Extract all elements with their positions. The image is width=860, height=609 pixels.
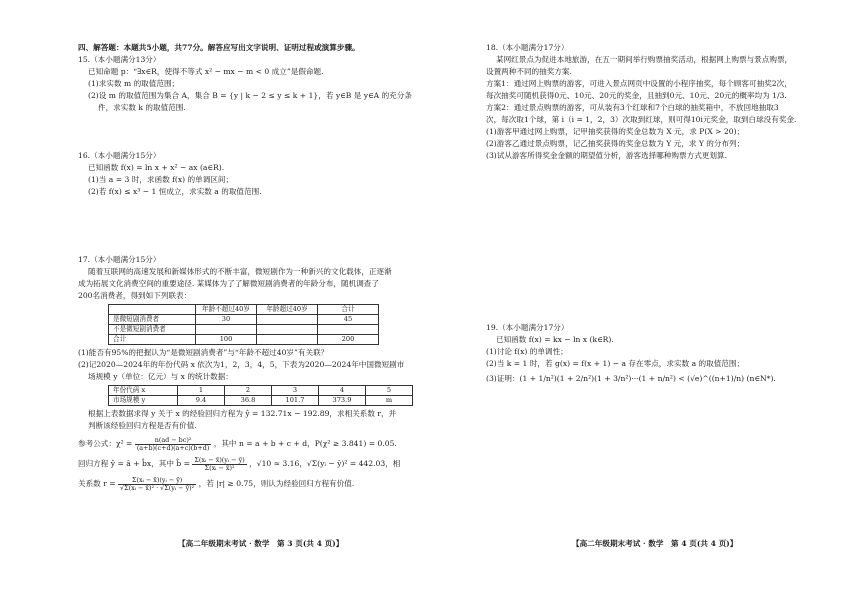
table-cell: 101.7 <box>272 396 319 406</box>
q18-part3: (3)试从游客所得奖金金额的期望值分析，游客选择哪种购票方式更划算. <box>486 151 727 160</box>
q17-part1: (1)能否有95%的把握认为“是微短剧消费者”与“年龄不超过40岁”有关联？ <box>78 348 329 357</box>
table-cell: 9.4 <box>178 396 225 406</box>
q15-part2b: 件，求实数 k 的取值范围. <box>98 103 186 112</box>
table-cell: 30 <box>196 315 257 325</box>
q16-title: 16.（本小题满分15分） <box>78 151 161 160</box>
q15-part1: (1)求实数 m 的取值范围； <box>88 79 180 88</box>
table-cell: 373.9 <box>319 396 366 406</box>
q18-plan1b: 每次抽奖可随机获得0元、10元、20元的奖金，且抽到0元、10元、20元的概率均为 1/3. <box>486 91 787 100</box>
table-cell <box>109 305 196 315</box>
table-cell: 年份代码 x <box>109 386 178 396</box>
left-page-content <box>78 42 430 492</box>
fraction-denominator: (a+b)(c+d)(a+c)(b+d) <box>136 443 210 452</box>
q18-plan1a: 方案1：通过网上购票的游客，可进入景点网页中设置的小程序抽奖，每个顾客可抽奖2次， <box>486 79 792 88</box>
table-cell: 年龄超过40岁 <box>257 305 318 315</box>
formula-label: 回归方程 ŷ = â + b̂x，其中 b̂ = <box>78 459 190 468</box>
chi-square-fraction <box>135 437 212 452</box>
q15-stem: 已知命题 p：“∃x∈R，使得不等式 x² − mx − m < 0 成立”是假命题. <box>88 67 324 76</box>
q17-intro-3: 200名消费者，得到如下列联表： <box>78 291 192 300</box>
regression-formula <box>78 456 430 472</box>
fraction-numerator: Σ(xᵢ − x̄)(yᵢ − ȳ) <box>118 477 196 485</box>
section-header: 四、解答题：本题共5小题，共77分。解答应写出文字说明、证明过程或演算步骤。 <box>78 43 360 52</box>
table-cell: 2 <box>225 386 272 396</box>
fraction-numerator: n(ad − bc)² <box>135 437 212 445</box>
table-cell: 5 <box>366 386 413 396</box>
q16-stem: 已知函数 f(x) = ln x + x² − ax (a∈R). <box>88 163 225 172</box>
table-cell: 合计 <box>109 335 196 345</box>
table-cell: 是微短剧消费者 <box>109 315 196 325</box>
table-cell <box>257 315 318 325</box>
q16-part2: (2)若 f(x) ≤ x³ − 1 恒成立，求实数 a 的取值范围. <box>88 187 262 196</box>
q17-part2d: 判断该经验回归方程是否有价值. <box>88 421 197 430</box>
table-cell: 3 <box>272 386 319 396</box>
fraction-denominator: Σ(xᵢ − x̄)² <box>204 463 235 472</box>
formula-tail: ，√10 ≈ 3.16，√Σ(yᵢ − ȳ)² = 442.03，相 <box>249 459 401 468</box>
formula-label: 关系数 r = <box>78 479 116 488</box>
page-footer-left: 【高二年级期末考试 · 数学 第 3 页(共 4 页)】 <box>178 539 344 548</box>
q19-title: 19.（本小题满分17分） <box>486 323 569 332</box>
table-cell: 市场规模 y <box>109 396 178 406</box>
q17-part2c: 根据上表数据求得 y 关于 x 的经验回归方程为 ŷ = 132.71x − 192.89，求相关系数 r，并 <box>88 409 397 418</box>
table-row <box>109 335 379 345</box>
table-cell <box>257 325 318 335</box>
table-row <box>109 386 413 396</box>
table-cell: m <box>366 396 413 406</box>
table-row <box>109 325 379 335</box>
formula-tail: ，其中 n = a + b + c + d，P(χ² ≥ 3.841) = 0.05. <box>213 439 397 448</box>
table-cell <box>257 335 318 345</box>
correlation-fraction <box>118 477 196 492</box>
table-row <box>109 396 413 406</box>
table-cell: 200 <box>318 335 379 345</box>
table-cell: 100 <box>196 335 257 345</box>
q18-title: 18.（本小题满分17分） <box>486 43 569 52</box>
table-cell <box>196 325 257 335</box>
fraction-numerator: Σ(xᵢ − x̄)(yᵢ − ȳ) <box>194 456 245 464</box>
q18-plan2a: 方案2：通过景点购票的游客，可从装有3个红球和7个白球的抽奖箱中，不放回地抽取3 <box>486 103 779 112</box>
correlation-formula <box>78 476 430 492</box>
chi-square-formula <box>78 436 430 452</box>
q18-intro-1: 某网红景点为促进本地旅游，在五一期间举行购票抽奖活动，根据网上购票与景点购票， <box>496 55 793 64</box>
q18-intro-2: 设置两种不同的抽奖方案. <box>486 67 572 76</box>
q17-part2a: (2)记2020—2024年的年份代码 x 依次为1，2，3，4，5，下表为2020—2024年中国微短剧市 <box>78 360 405 369</box>
q18-part1: (1)游客甲通过网上购票，记甲抽奖获得的奖金总数为 X 元，求 P(X > 20)； <box>486 127 745 136</box>
table-cell: 年龄不超过40岁 <box>196 305 257 315</box>
slope-fraction <box>192 457 246 472</box>
right-page-content <box>486 42 806 385</box>
contingency-table <box>108 304 379 345</box>
q19-part1: (1)讨论 f(x) 的单调性； <box>486 347 568 356</box>
q15-title: 15.（本小题满分13分） <box>78 55 161 64</box>
table-cell <box>318 325 379 335</box>
table-cell: 36.8 <box>225 396 272 406</box>
q18-part2: (2)游客乙通过景点购票，记乙抽奖获得的奖金总数为 Y 元，求 Y 的分布列； <box>486 139 745 148</box>
q19-stem: 已知函数 f(x) = kx − ln x (k∈R). <box>496 335 614 344</box>
q19-part2: (2)当 k = 1 时，若 g(x) = f(x + 1) − a 存在零点，求实数 a 的取值范围； <box>486 359 745 368</box>
q17-intro-1: 随着互联网的高速发展和新媒体形式的不断丰富，微短剧作为一种新兴的文化载体，正逐渐 <box>88 267 392 276</box>
q15-part2a: (2)设 m 的取值范围为集合 A，集合 B = {y | k − 2 ≤ y ≤ k + 1}，若 y∈B 是 y∈A 的充分条 <box>88 91 412 100</box>
fraction-denominator: √Σ(xᵢ − x̄)² · √Σ(yᵢ − ȳ)² <box>120 483 195 492</box>
formula-tail: ，若 |r| ≥ 0.75，则认为经验回归方程有价值. <box>198 479 355 488</box>
market-size-table <box>108 385 413 406</box>
table-cell: 1 <box>178 386 225 396</box>
q17-intro-2: 成为拓展文化消费空间的重要途径. 某媒体为了了解微短剧消费者的年龄分布，随机调查了 <box>78 279 379 288</box>
q17-title: 17.（本小题满分15分） <box>78 255 161 264</box>
table-cell: 45 <box>318 315 379 325</box>
q17-part2b: 场规模 y（单位：亿元）与 x 的统计数据： <box>88 372 233 381</box>
q16-part1: (1)当 a = 3 时，求函数 f(x) 的单调区间； <box>88 175 234 184</box>
table-row <box>109 315 379 325</box>
formula-label: 参考公式：χ² = <box>78 439 133 448</box>
q18-plan2b: 次，每次取1个球，第 i（i = 1，2，3）次取到红球，则可得10i元奖金，取到白球没有奖金. <box>486 115 797 124</box>
table-cell: 4 <box>319 386 366 396</box>
q19-part3: (3)证明：(1 + 1/n²)(1 + 2/n²)(1 + 3/n²)···(1 + n/n²) < (√e)^((n+1)/n) (n∈N*). <box>486 374 776 383</box>
page-footer-right: 【高二年级期末考试 · 数学 第 4 页(共 4 页)】 <box>572 539 738 548</box>
table-row <box>109 305 379 315</box>
table-cell: 合计 <box>318 305 379 315</box>
table-cell: 不是微短剧消费者 <box>109 325 196 335</box>
